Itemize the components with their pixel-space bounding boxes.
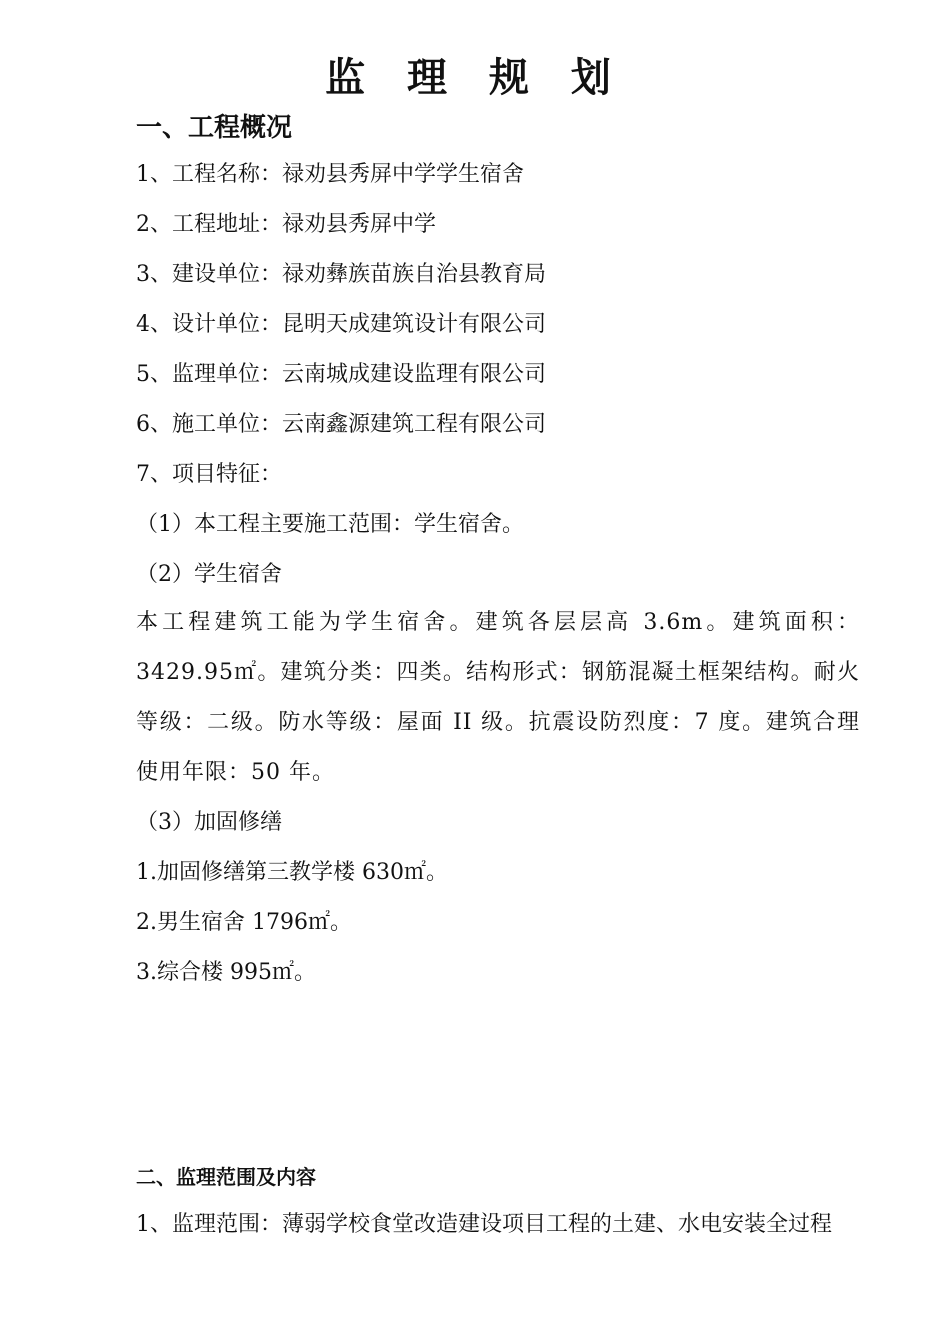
contractor-line: 6、施工单位：云南鑫源建筑工程有限公司 <box>136 412 546 437</box>
section-heading-overview: 一、工程概况 <box>136 113 293 143</box>
sub-item-scope: （1）本工程主要施工范围：学生宿舍。 <box>136 512 524 537</box>
scope-line: 1、监理范围：薄弱学校食堂改造建设项目工程的土建、水电安装全过程 <box>136 1212 832 1237</box>
list-item: 2.男生宿舍 1796㎡。 <box>136 910 352 935</box>
owner-line: 3、建设单位：禄劝彝族苗族自治县教育局 <box>136 262 546 287</box>
building-description-paragraph: 本工程建筑工能为学生宿舍。建筑各层层高 3.6m。建筑面积：3429.95㎡。建筑分类：四类。结构形式：钢筋混凝土框架结构。耐火等级：二级。防水等级：屋面 II 级。抗震设防烈度：7 度。建筑合理使用年限：50 年。 <box>136 610 860 785</box>
sub-item-dormitory: （2）学生宿舍 <box>136 562 282 587</box>
supervisor-line: 5、监理单位：云南城成建设监理有限公司 <box>136 362 546 387</box>
project-address-line: 2、工程地址：禄劝县秀屏中学 <box>136 212 436 237</box>
page-title: 监 理 规 划 <box>325 55 625 101</box>
project-features-line: 7、项目特征： <box>136 462 282 487</box>
sub-item-reinforcement: （3）加固修缮 <box>136 810 282 835</box>
designer-line: 4、设计单位：昆明天成建筑设计有限公司 <box>136 312 546 337</box>
list-item: 1.加固修缮第三教学楼 630㎡。 <box>136 860 448 885</box>
list-item: 3.综合楼 995㎡。 <box>136 960 316 985</box>
section-heading-scope: 二、监理范围及内容 <box>136 1165 316 1189</box>
project-name-line: 1、工程名称：禄劝县秀屏中学学生宿舍 <box>136 162 524 187</box>
